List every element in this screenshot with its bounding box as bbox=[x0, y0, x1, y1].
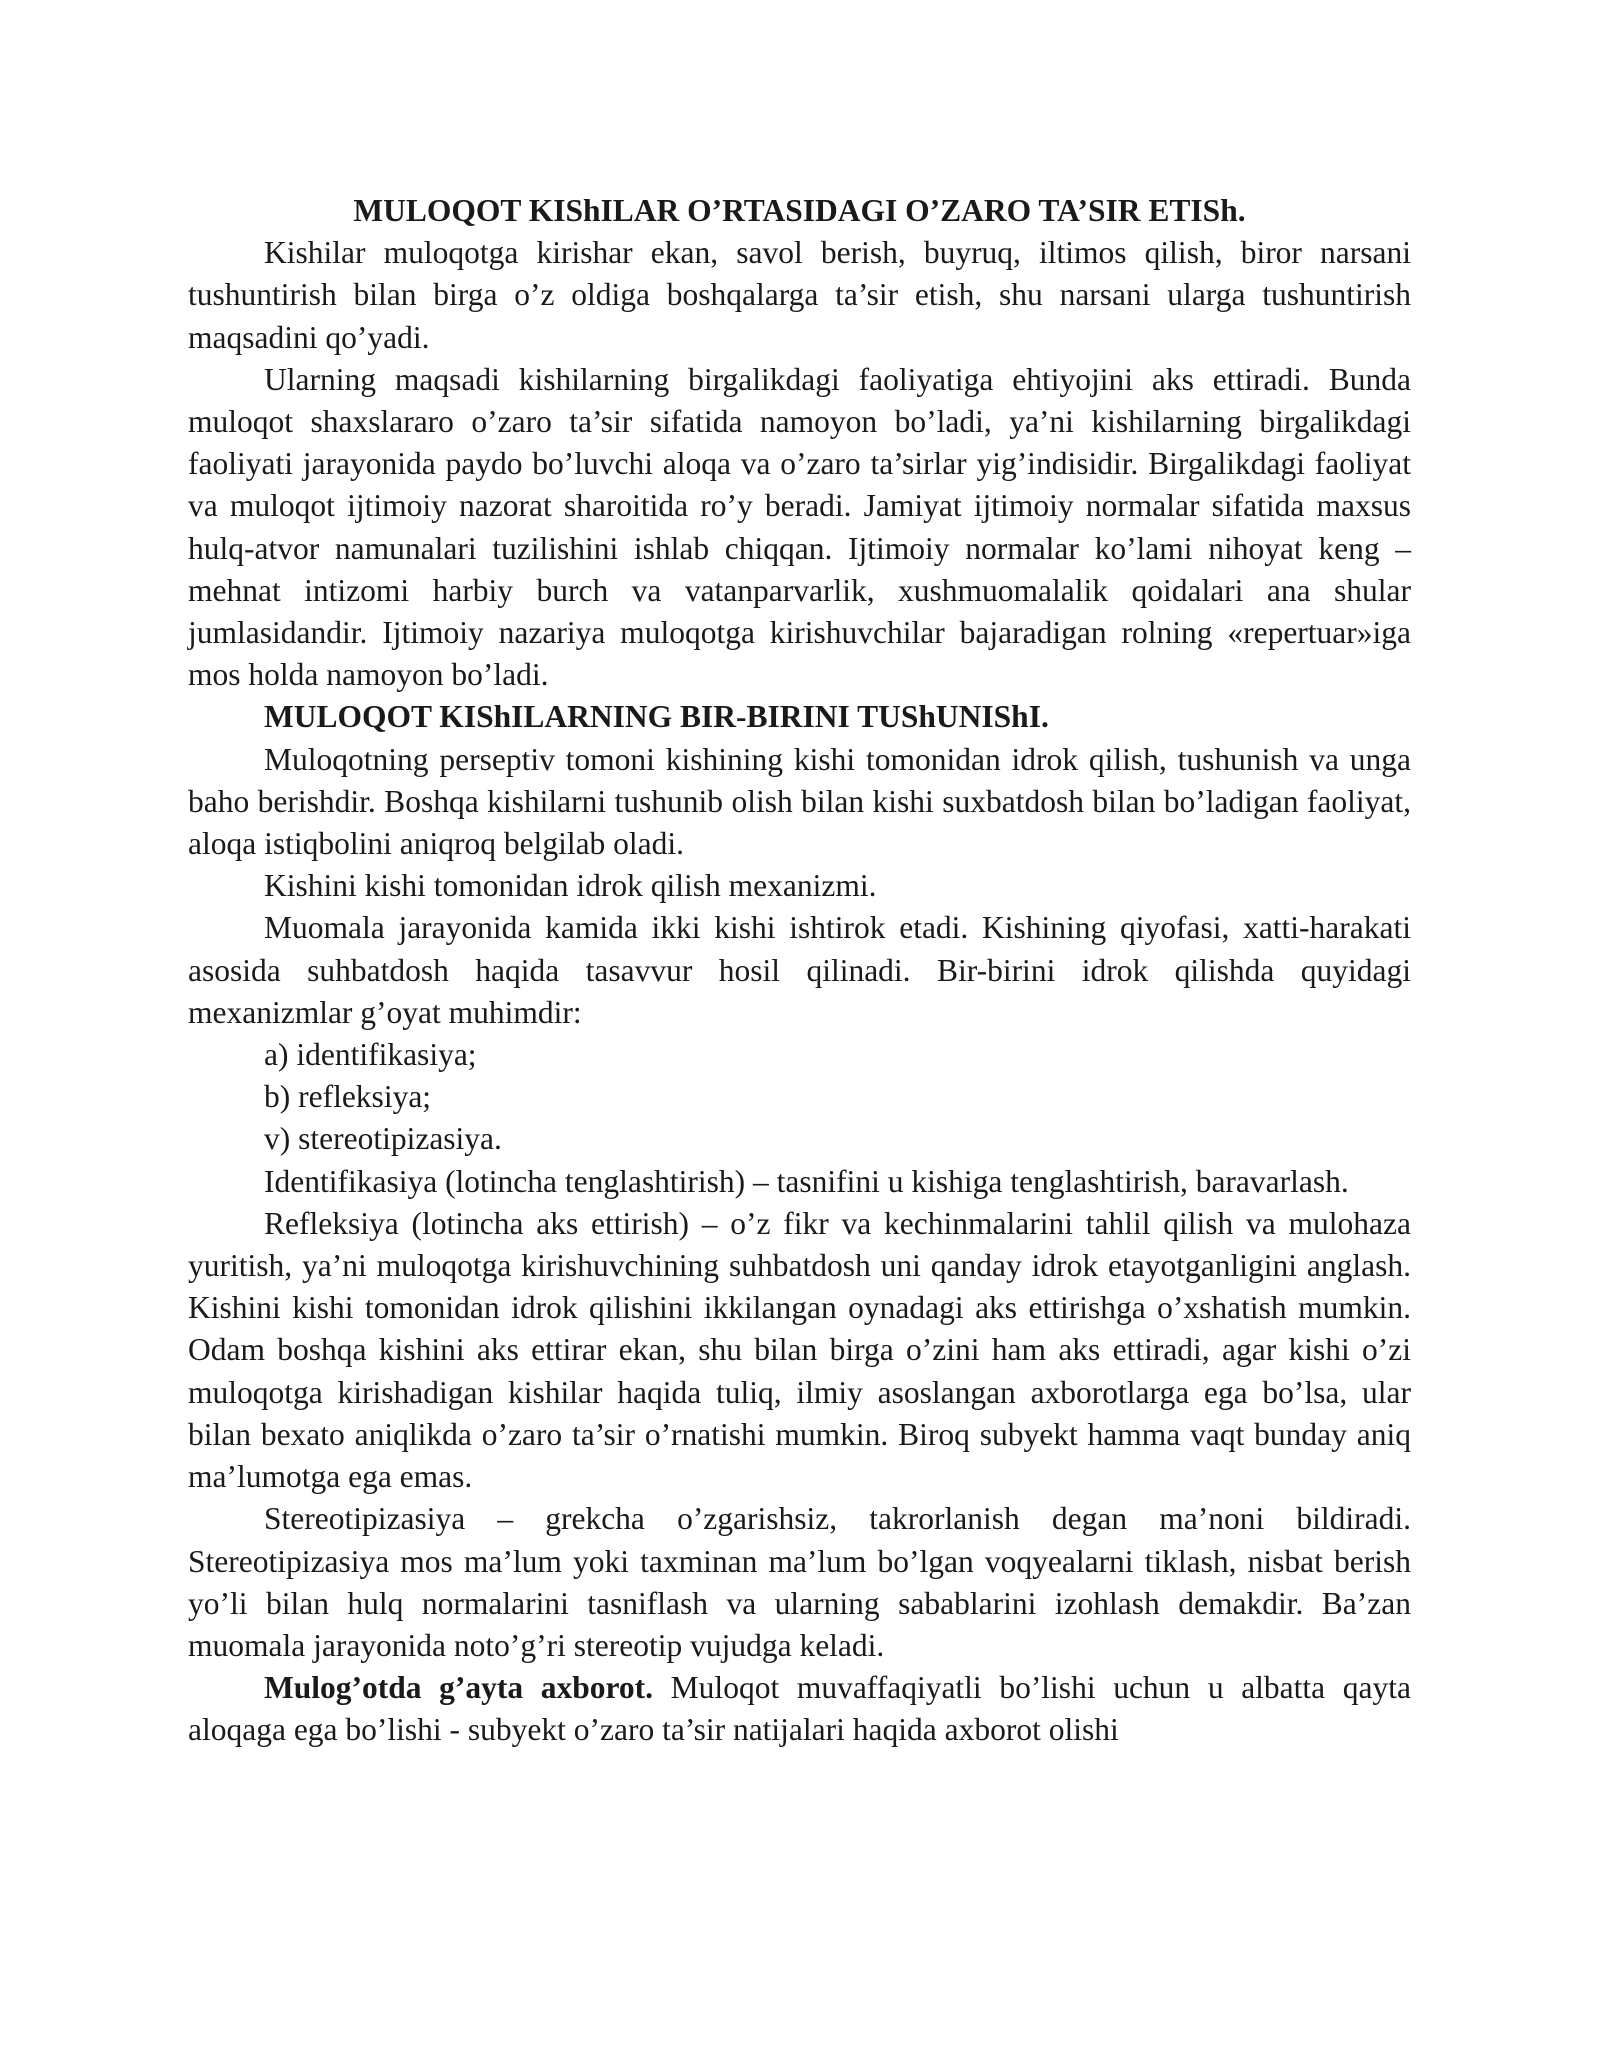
paragraph-9 bbox=[188, 1667, 1411, 1751]
paragraph-1: Kishilar muloqotga kirishar ekan, savol berish, buyruq, iltimos qilish, biror narsani tushuntirish bilan birga o’z oldiga boshqalarga ta’sir etish, shu narsani ularga tushuntirish maqsadini qo’yadi. bbox=[188, 235, 1411, 355]
list-item-b: b) refleksiya; bbox=[264, 1079, 432, 1115]
list-item-a: a) identifikasiya; bbox=[264, 1037, 477, 1073]
paragraph-7: Refleksiya (lotincha aks ettirish) – o’z fikr va kechinmalarini tahlil qilish va mulohaza yuritish, ya’ni muloqotga kirishuvchining suhbatdosh uni qanday idrok etayotganligini anglash. Kishini kishi tomonidan idrok qilishini ikkilangan oynadagi aks ettirishga o’xshatish mumkin. Odam boshqa kishini aks ettirar ekan, shu bilan birga o’zini ham aks ettiradi, agar kishi o’zi muloqotga kirishadigan kishilar haqida tuliq, ilmiy asoslangan axborotlarga ega bo’lsa, ular bilan bexato aniqlikda o’zaro ta’sir o’rnatishi mumkin. Biroq subyekt hamma vaqt bunday aniq ma’lumotga ega emas. bbox=[188, 1205, 1411, 1495]
paragraph-3: Muloqotning perseptiv tomoni kishining kishi tomonidan idrok qilish, tushunish va unga baho berishdir. Boshqa kishilarni tushunib olish bilan kishi suxbatdosh bilan bo’ladigan faoliyat, aloqa istiqbolini aniqroq belgilab oladi. bbox=[188, 741, 1411, 862]
paragraph-8: Stereotipizasiya – grekcha o’zgarishsiz, takrorlanish degan ma’noni bildiradi. Stereotipizasiya mos ma’lum yoki taxminan ma’lum bo’lgan voqyealarni tiklash, nisbat berish yo’li bilan hulq normalarini tasniflash va ularning sabablarini izohlash demakdir. Ba’zan muomala jarayonida noto’g’ri stereotip vujudga keladi. bbox=[188, 1501, 1411, 1663]
inline-heading: Mulog’otda g’ayta axborot. bbox=[264, 1670, 654, 1706]
paragraph-4: Kishini kishi tomonidan idrok qilish mexanizmi. bbox=[264, 868, 877, 904]
paragraph-5: Muomala jarayonida kamida ikki kishi ishtirok etadi. Kishining qiyofasi, xatti-harakati asosida suhbatdosh haqida tasavvur hosil qilinadi. Bir-birini idrok qilishda quyidagi mexanizmlar g’oyat muhimdir: bbox=[188, 910, 1411, 1030]
section-heading: MULOQOT KIShILARNING BIR-BIRINI TUShUNIShI. bbox=[264, 699, 1049, 735]
paragraph-2: Ularning maqsadi kishilarning birgalikdagi faoliyatiga ehtiyojini aks ettiradi. Bunda muloqot shaxslararo o’zaro ta’sir sifatida namoyon bo’ladi, ya’ni kishilarning birgalikdagi faoliyati jarayonida paydo bo’luvchi aloqa va o’zaro ta’sirlar yig’indisidir. Birgalikdagi faoliyat va muloqot ijtimoiy nazorat sharoitida ro’y beradi. Jamiyat ijtimoiy normalar sifatida maxsus hulq-atvor namunalari tuzilishini ishlab chiqqan. Ijtimoiy normalar ko’lami nihoyat keng – mehnat intizomi harbiy burch va vatanparvarlik, xushmuomalalik qoidalari ana shular jumlasidandir. Ijtimoiy nazariya muloqotga kirishuvchilar bajaradigan rolning «repertuar»iga mos holda namoyon bo’ladi. bbox=[188, 361, 1411, 693]
document-page bbox=[188, 190, 1411, 1752]
list-item-v: v) stereotipizasiya. bbox=[264, 1121, 502, 1157]
paragraph-6: Identifikasiya (lotincha tenglashtirish) – tasnifini u kishiga tenglashtirish, baravarlash. bbox=[264, 1163, 1349, 1199]
document-title: MULOQOT KIShILAR O’RTASIDAGI O’ZARO TA’SIR ETISh. bbox=[353, 193, 1246, 228]
paragraph-9-text: Muloqot muvaffaqiyatli bo’lishi uchun u albatta qayta aloqaga ega bo’lishi - subyekt o’zaro ta’sir natijalari haqida axborot olishi bbox=[188, 1670, 1411, 1748]
